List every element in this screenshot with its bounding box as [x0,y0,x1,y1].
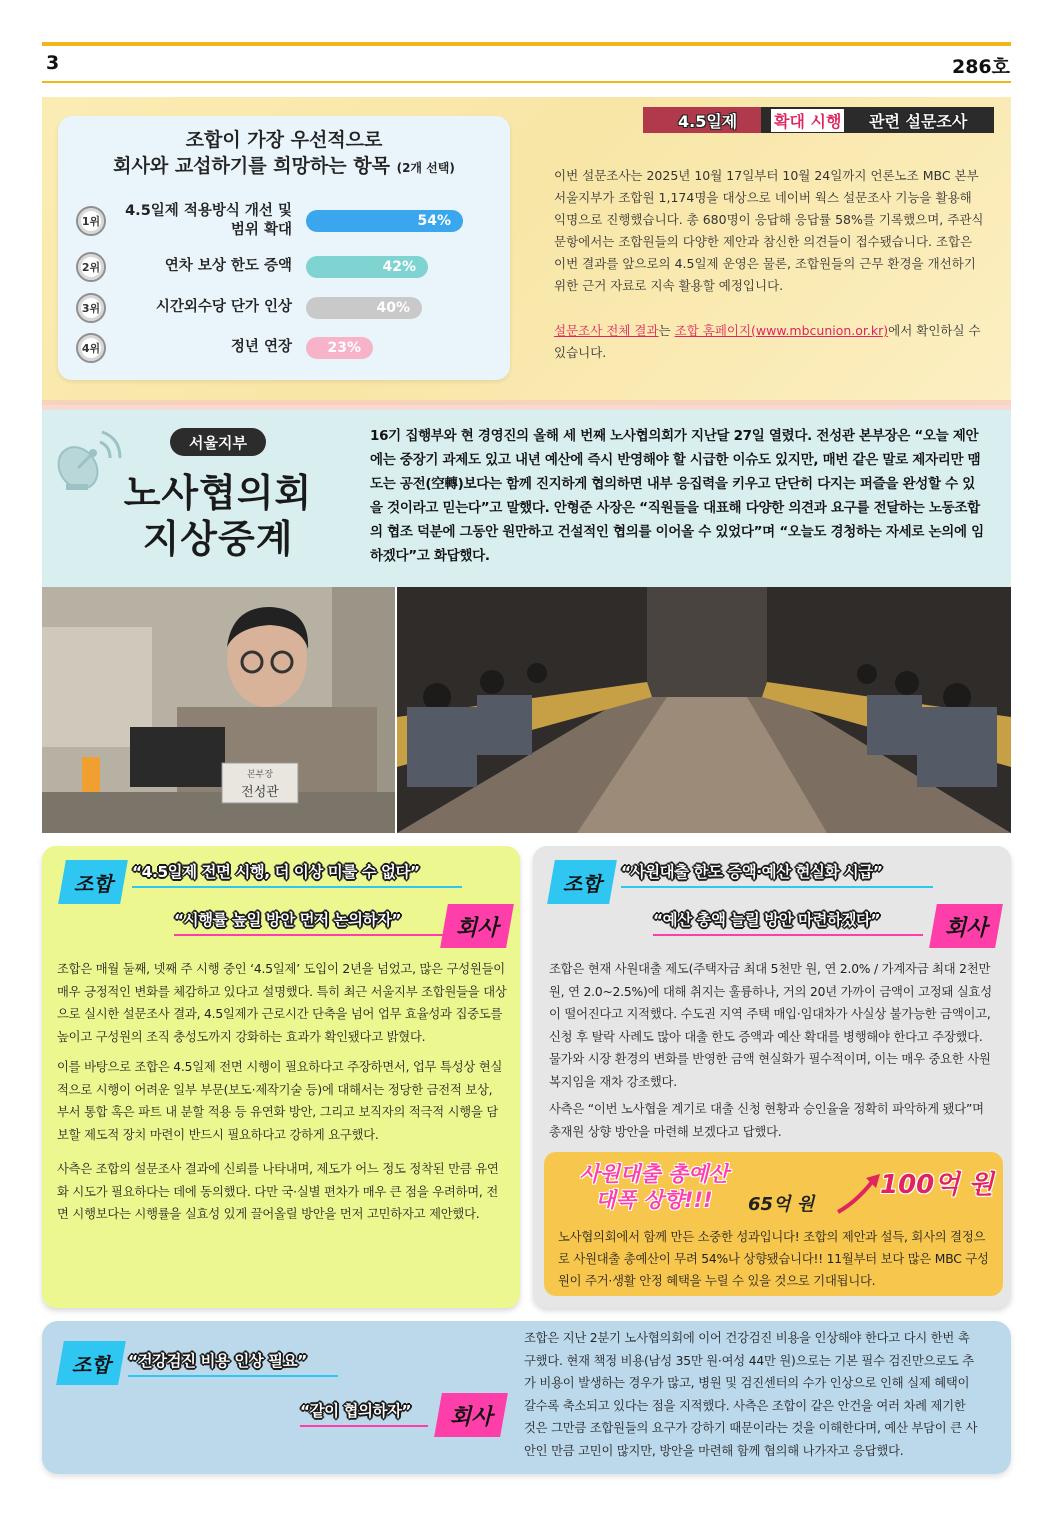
company-tag: 회사 [929,904,1003,948]
loan-after-amount: 100억 원 [880,1170,994,1200]
company-headline-underline [300,1425,428,1427]
nameplate-role: 본부장 [246,770,274,780]
chart-category-label: 정년 연장 [230,339,292,355]
company-headline: “예산 총액 늘릴 방안 마련하겠다” [653,911,881,929]
chart-bar: 40% [306,297,422,319]
chart-title-main: 회사와 교섭하기를 희망하는 항목 [113,155,390,177]
chart-title-line2 [58,154,510,181]
chart-title-note: (2개 선택) [396,161,455,175]
union-tag: 조합 [56,1341,126,1385]
union-headline: “4.5일제 전면 시행, 더 이상 미룰 수 없다” [132,863,420,881]
issue1-paragraph2: 이를 바탕으로 조합은 4.5일제 전면 시행이 필요하다고 주장하면서, 업무 특성상 현실적으로 시행이 어려운 일부 부문(보도·제작기술 등)에 대해서는 정당한 금전적 보상, 부서 통합 혹은 파트 내 분할 적용 등 유연화 방안, 그리고 보직자의 적극적 시행을 담보할 제도적 장치 마련이 반드시 필요하다고 강하게 요구했다. [57,1060,503,1142]
issue-card-work-week [42,846,520,1308]
union-headline-underline [132,886,462,888]
union-tag: 조합 [547,860,617,904]
meeting-room-illustration [397,587,1011,833]
union-homepage-link[interactable]: 조합 홈페이지(www.mbcunion.or.kr) [674,323,889,338]
issue2-paragraph1: 조합은 현재 사원대출 제도(주택자금 최대 5천만 원, 연 2.0% / 가계자금 최대 2천만 원, 연 2.0~2.5%)에 대해 취지는 훌륭하나, 거의 20년 가까이 금액이 고정돼 실효성이 떨어진다고 지적했다. 수도권 지역 주택 매입·임대차가 사실상 불가능한 금액이고, 신청 후 탈락 사례도 많아 대출 한도 증액과 예산 확대를 병행해야 한다고 주장했다. 물가와 시장 환경의 변화를 반영한 금액 현실화가 필수적이며, 이는 매우 중요한 사원 복지임을 재차 강조했다. [549,962,992,1089]
union-tag: 조합 [58,860,128,904]
company-headline: “같이 협의하자” [300,1402,412,1420]
survey-link-paragraph [554,320,984,364]
survey-link-suffix: 에서 확인하실 수 있습니다. [554,323,981,360]
company-headline-underline [174,934,444,936]
loan-result-text: 노사협의회에서 함께 만든 소중한 성과입니다! 조합의 제안과 설득, 회사의 결정으로 사원대출 총예산이 무려 54%나 상향됐습니다!! 11월부터 보다 많은 MBC 구성원이 주거·생활 안정 혜택을 누릴 수 있을 것으로 기대됩니다. [558,1230,989,1288]
chart-bar: 54% [306,210,463,232]
issue1-paragraph1: 조합은 매월 둘째, 넷째 주 시행 중인 ‘4.5일제’ 도입이 2년을 넘었고, 많은 구성원들이 매우 긍정적인 변화를 체감하고 있다고 설명했다. 특히 최근 서울지부 조합원들을 대상으로 실시한 설문조사 결과, 4.5일제가 근로시간 단축을 넘어 업무 효율성과 집중도를 높이고 구성원의 조직 충성도까지 강화하는 효과가 확인됐다고 밝혔다. [57,962,507,1044]
chart-category-label: 시간외수당 단가 인상 [155,299,292,315]
council-title-line2: 지상중계 [142,517,294,561]
company-headline-underline [653,934,923,936]
survey-body: 이번 설문조사는 2025년 10월 17일부터 10월 24일까지 언론노조 MBC 본부 서울지부가 조합원 1,174명을 대상으로 네이버 웍스 설문조사 기능을 활용해 익명으로 진행했습니다. 총 680명이 응답해 응답률 58%를 기록했으며, 주관식 문항에서는 조합원들의 다양한 제안과 참신한 의견들이 접수됐습니다. 조합은 이번 결과를 앞으로의 4.5일제 운영은 물론, 조합원들의 근무 환경을 개선하기 위한 근거 자료로 지속 활용할 예정입니다. [554,168,984,293]
survey-link-mid: 는 [658,323,675,338]
chart-bar: 42% [306,256,428,278]
loan-title-line1: 사원대출 총예산 [579,1162,729,1186]
page-number: 3 [46,52,60,74]
union-headline-underline [128,1375,338,1377]
council-body: 16기 집행부와 현 경영진의 올해 세 번째 노사협의회가 지난달 27일 열렸다. 전성관 본부장은 “오늘 제안에는 중장기 과제도 있고 내년 예산에 즉시 반영해야 할 시급한 이슈도 있지만, 매번 같은 말로 제자리만 맴도는 공전(空轉)보다는 함께 진지하게 협의하면 내부 응집력을 키우고 단단히 다지는 퍼즐을 완성할 수 있을 것이라고 믿는다”고 말했다. 안형준 사장은 “직원들을 대표해 다양한 의견과 요구를 전달하는 노동조합의 협조 덕분에 그동안 원만하고 건설적인 협의를 이어올 수 있었다”며 “오늘도 경청하는 자세로 논의에 임하겠다”고 화답했다. [370,428,984,564]
issue3-body: 조합은 지난 2분기 노사협의회에 이어 건강검진 비용을 인상해야 한다고 다시 한번 촉구했다. 현재 책정 비용(남성 35만 원·여성 44만 원)으로는 기본 필수 검진만으로도 추가 비용이 발생하는 경우가 많고, 병원 및 검진센터의 수가 인상으로 인해 실제 혜택이 갈수록 축소되고 있다는 점을 지적했다. 사측은 조합이 같은 안건을 여러 차례 제기한 것은 그만큼 조합원들의 요구가 강하기 때문이라는 것을 이해한다며, 예산 부담이 큰 사안인 만큼 고민이 많지만, 방안을 마련해 함께 협의해 나가자고 응답했다. [524,1331,978,1458]
loan-before-amount: 65억 원 [748,1194,815,1215]
photo-meeting-room [397,587,1011,833]
survey-bottom-band [42,400,1011,410]
survey-tag-highlight: 확대 시행 [771,109,844,132]
company-tag: 회사 [434,1393,508,1437]
council-title-line1: 노사협의회 [123,471,313,515]
survey-tag-left [643,107,761,133]
chart-category-label: 4.5일제 적용방식 개선 및 범위 확대 [125,203,292,238]
loan-title-line2: 대폭 상향!!! [595,1188,713,1212]
issue2-paragraph2: 사측은 “이번 노사협을 계기로 대출 신청 현황과 승인율을 정확히 파악하게 됐다”며 총재원 상향 방안을 마련해 보겠다고 답했다. [549,1102,984,1139]
up-arrow-icon [834,1172,884,1216]
survey-result-link[interactable]: 설문조사 전체 결과 [554,323,659,338]
issue-card-health-check [42,1321,1011,1474]
issue-number: 286호 [951,56,1010,78]
rank-badge: 1위 [76,206,106,236]
nameplate-name: 전성관 [241,785,279,800]
survey-chart-card [58,116,510,380]
survey-tag-text1: 4.5일제 [678,112,738,131]
chairman-illustration [42,587,395,833]
union-headline: “건강검진 비용 인상 필요” [128,1352,307,1370]
survey-tag-right [761,107,994,133]
union-headline-underline [621,886,933,888]
header-rule [42,81,1011,83]
rank-badge: 2위 [76,252,106,282]
chart-category-label: 연차 보상 한도 증액 [164,258,292,274]
rank-badge: 3위 [76,293,106,323]
company-tag: 회사 [440,904,514,948]
chart-bar: 23% [306,337,373,359]
issue1-paragraph3: 사측은 조합의 설문조사 결과에 신뢰를 나타내며, 제도가 어느 정도 정착된 만큼 유연화 시도가 필요하다는 데에 동의했다. 다만 국·실별 편차가 매우 큰 점을 우려하며, 전면 시행보다는 시행률을 실효성 있게 끌어올릴 방안을 먼저 고민하자고 제안했다. [57,1162,499,1221]
chart-title-line1: 조합이 가장 우선적으로 [185,129,383,151]
company-headline: “시행률 높일 방안 먼저 논의하자” [174,911,402,929]
photo-chairman [42,587,395,833]
top-rule [42,42,1011,46]
union-headline: “사원대출 한도 증액·예산 현실화 시급” [621,863,883,881]
rank-badge: 4위 [76,333,106,363]
loan-result-box [544,1152,1003,1296]
survey-tag-text3: 관련 설문조사 [869,112,968,131]
seoul-branch-badge: 서울지부 [170,428,266,456]
